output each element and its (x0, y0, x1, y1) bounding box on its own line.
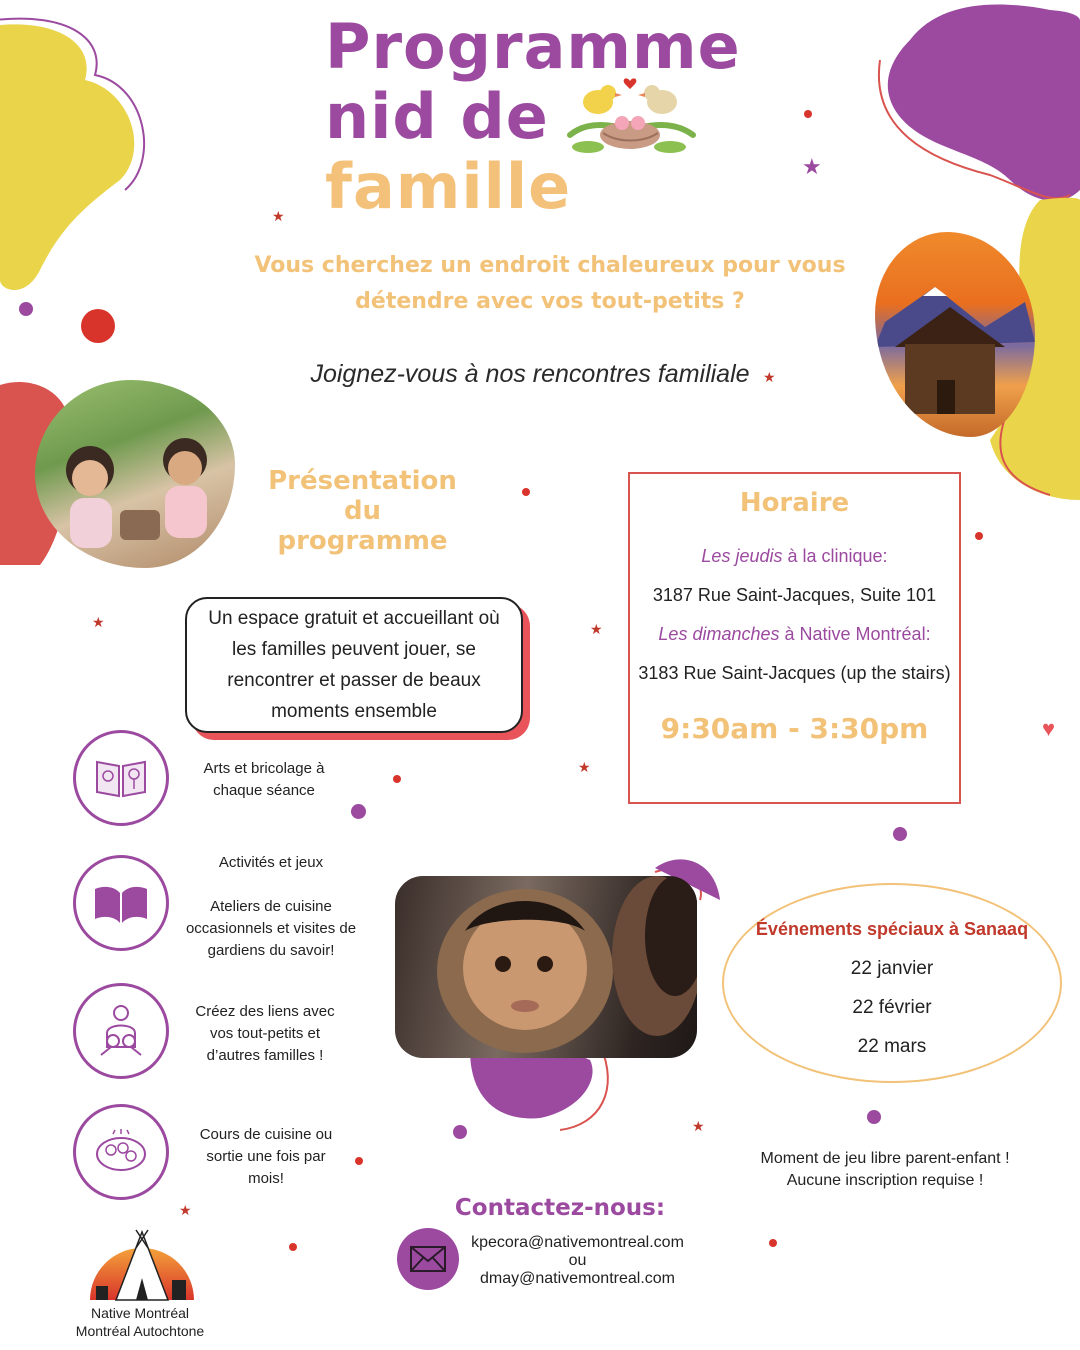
free-play-line-1: Moment de jeu libre parent-enfant ! (760, 1150, 1010, 1167)
decor-star: ★ (179, 1202, 192, 1218)
feature-3-line-1: Créez des liens avec (195, 1003, 335, 1020)
contact-email-2[interactable]: dmay@nativemontreal.com (480, 1270, 675, 1287)
logo-line-2: Montréal Autochtone (75, 1323, 205, 1339)
title-line-2: nid de (325, 80, 549, 153)
decor-dot (289, 1243, 297, 1251)
cooking-pot-icon (93, 1128, 149, 1176)
feature-1-line-1: Arts et bricolage à (203, 760, 325, 777)
schedule-title: Horaire (739, 488, 850, 518)
tagline-line-1: Vous cherchez un endroit chaleureux pour vous (254, 253, 846, 278)
presentation-title-line-3: programme (277, 526, 448, 556)
decor-star: ★ (578, 759, 591, 775)
schedule-address-2: 3183 Rue Saint-Jacques (up the stairs) (638, 663, 951, 683)
schedule-day-2 (630, 624, 959, 645)
birds-nest-icon (558, 75, 703, 165)
intro-description-text: Un espace gratuit et accueillant où les familles peuvent jouer, se rencontrer et passer de beaux moments ensemble (208, 608, 500, 722)
free-play-line-2: Aucune inscription requise ! (786, 1172, 984, 1189)
presentation-title (255, 466, 470, 556)
feature-icon-circle-4 (73, 1104, 169, 1200)
feature-4-line-3: mois! (248, 1170, 284, 1187)
feature-2-line-2: occasionnels et visites de (185, 920, 357, 937)
event-date-1: 22 janvier (850, 958, 934, 979)
decor-star: ★ (590, 621, 603, 637)
feature-3-line-3: d’autres familles ! (206, 1047, 324, 1064)
yellow-blob-top-left (0, 24, 134, 290)
contact-separator: ou (568, 1252, 587, 1269)
tagline (230, 248, 870, 320)
schedule-day-1-days: Les jeudis (701, 546, 783, 566)
free-play-note (730, 1148, 1040, 1192)
decor-dot (81, 309, 115, 343)
decor-dot (769, 1239, 777, 1247)
feature-4-line-2: sortie une fois par (206, 1148, 326, 1165)
decor-dot (351, 804, 366, 819)
decor-star: ★ (802, 154, 822, 179)
schedule-day-2-location: à Native Montréal: (779, 624, 931, 644)
open-book-icon (93, 881, 149, 925)
tagline-line-2: détendre avec vos tout-petits ? (355, 289, 745, 314)
schedule-time: 9:30am - 3:30pm (660, 712, 929, 745)
decor-dot (975, 532, 983, 540)
decor-star: ★ (692, 1118, 705, 1134)
contact-email-1[interactable]: kpecora@nativemontreal.com (471, 1234, 684, 1251)
decor-dot (393, 775, 401, 783)
feature-icon-circle-1 (73, 730, 169, 826)
contact-title: Contactez-nous: (454, 1195, 666, 1221)
events-title: Événements spéciaux à Sanaaq (755, 919, 1029, 939)
feature-4-line-1: Cours de cuisine ou (199, 1126, 333, 1143)
feature-text-3 (185, 1001, 345, 1067)
feature-text-2 (178, 896, 364, 962)
envelope-icon (397, 1228, 459, 1290)
purple-blob-top-right (888, 4, 1080, 200)
decor-dot (453, 1125, 467, 1139)
schedule-box (628, 472, 961, 804)
feature-2-line-3: gardiens du savoir! (207, 942, 335, 959)
join-invitation: Joignez-vous à nos rencontres familiale (310, 360, 750, 388)
feature-icon-circle-3 (73, 983, 169, 1079)
baby-parent-photo (395, 876, 697, 1058)
event-date-2: 22 février (852, 997, 932, 1018)
intro-description (185, 597, 523, 733)
feature-heading-2: Activités et jeux (218, 854, 324, 871)
schedule-day-1-location: à la clinique: (782, 546, 888, 566)
decor-dot (522, 488, 530, 496)
decor-star: ★ (272, 208, 285, 224)
presentation-title-line-1: Présentation (268, 466, 457, 496)
schedule-day-1 (630, 546, 959, 567)
decor-dot (804, 110, 812, 118)
family-hug-icon (95, 1003, 147, 1059)
decor-dot (355, 1157, 363, 1165)
feature-3-line-2: vos tout-petits et (209, 1025, 321, 1042)
teepee-sunset-icon (86, 1228, 198, 1304)
decor-dot (893, 827, 907, 841)
decor-dot (867, 1110, 881, 1124)
feature-icon-circle-2 (73, 855, 169, 951)
event-date-3: 22 mars (857, 1036, 927, 1057)
feature-2-line-1: Ateliers de cuisine (210, 898, 332, 915)
feature-text-1 (188, 758, 340, 802)
schedule-day-2-days: Les dimanches (658, 624, 780, 644)
decor-star: ★ (92, 614, 105, 630)
title-line-3: famille (325, 150, 572, 223)
contact-emails (455, 1234, 700, 1288)
organization-logo-text (50, 1304, 230, 1340)
schedule-address-1: 3187 Rue Saint-Jacques, Suite 101 (652, 585, 937, 605)
presentation-title-line-2: du (343, 496, 382, 526)
decor-star: ★ (763, 369, 776, 385)
book-flowers-icon (93, 756, 149, 800)
heart-icon: ♥ (1042, 716, 1056, 741)
special-events (722, 883, 1062, 1083)
feature-1-line-2: chaque séance (213, 782, 315, 799)
title-line-1: Programme (325, 10, 741, 83)
logo-line-1: Native Montréal (90, 1305, 190, 1321)
feature-text-4 (186, 1124, 346, 1190)
decor-dot (19, 302, 33, 316)
